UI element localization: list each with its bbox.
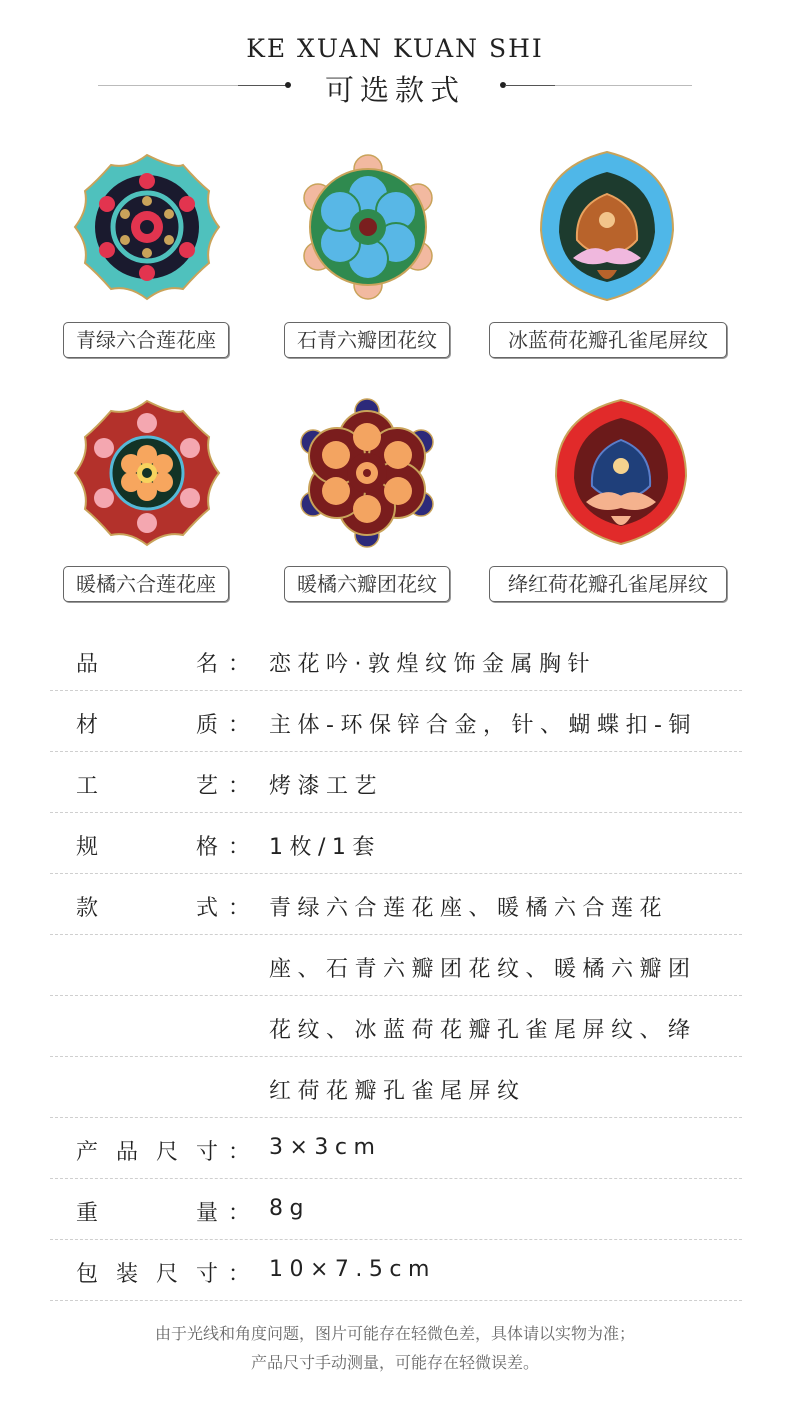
spec-value-craft: 烤漆工艺 [269, 774, 384, 799]
spec-row-weight: 重 量 ： 8g [50, 1179, 742, 1240]
spec-row-size: 产 品 尺 寸 ： 3×3cm [50, 1118, 742, 1179]
spec-row-styles-2 [50, 935, 742, 996]
spec-value-size: 3×3cm [269, 1135, 382, 1160]
spec-row-spec: 规 格 ： 1枚/1套 [50, 813, 742, 874]
product-image-5 [290, 396, 445, 551]
peacock-tail-blue-icon [533, 148, 681, 304]
lotus-seat-teal-icon [72, 152, 222, 302]
product-image-3 [533, 148, 681, 304]
spec-value-package: 10×7.5cm [269, 1257, 436, 1282]
lotus-seat-orange-icon [72, 398, 222, 548]
spec-row-craft: 工 艺 ： 烤漆工艺 [50, 752, 742, 813]
spec-row-material: 材 质 ： 主体-环保锌合金，针、蝴蝶扣-铜 [50, 691, 742, 752]
spec-row-styles-1: 款 式 ： 青绿六合莲花座、暖橘六合莲花 [50, 874, 742, 935]
six-petal-flower-orange-icon [290, 396, 445, 551]
note-measurement: 产品尺寸手动测量，可能存在轻微误差。 [250, 1353, 539, 1372]
product-label-2: 石青六瓣团花纹 [284, 322, 450, 358]
header-line-right-thin [555, 85, 692, 86]
header-title-en: KE XUAN KUAN SHI [246, 34, 544, 63]
spec-row-styles-3 [50, 996, 742, 1057]
header-title-row [0, 66, 790, 106]
product-label-1: 青绿六合莲花座 [63, 322, 229, 358]
product-label-6: 绛红荷花瓣孔雀尾屏纹 [489, 566, 727, 602]
product-label-3: 冰蓝荷花瓣孔雀尾屏纹 [489, 322, 727, 358]
spec-row-name: 品 名 ： 恋花吟·敦煌纹饰金属胸针 [50, 630, 742, 691]
product-image-6 [550, 396, 692, 548]
spec-value-spec: 1枚/1套 [269, 835, 381, 860]
spec-value-name: 恋花吟·敦煌纹饰金属胸针 [269, 652, 596, 677]
product-label-4: 暖橘六合莲花座 [63, 566, 229, 602]
product-image-2 [293, 152, 443, 302]
spec-value-styles-line-1: 青绿六合莲花座、暖橘六合莲花 [269, 896, 669, 921]
spec-value-weight: 8g [269, 1196, 310, 1221]
header-title-cn: 可选款式 [324, 73, 465, 107]
note-color-difference: 由于光线和角度问题，图片可能存在轻微色差，具体请以实物为准； [154, 1324, 635, 1343]
product-image-1 [72, 152, 222, 302]
spec-value-material: 主体-环保锌合金，针、蝴蝶扣-铜 [269, 713, 697, 738]
product-label-5: 暖橘六瓣团花纹 [284, 566, 450, 602]
peacock-tail-red-icon [550, 396, 692, 548]
header-line-right [505, 85, 555, 86]
spec-value-styles-line-4: 红荷花瓣孔雀尾屏纹 [269, 1079, 526, 1104]
spec-row-package: 包 装 尺 寸 ： 10×7.5cm [50, 1240, 742, 1301]
six-petal-flower-green-icon [293, 152, 443, 302]
product-image-4 [72, 398, 222, 548]
spec-value-styles-line-2: 座、石青六瓣团花纹、暖橘六瓣团 [269, 957, 697, 982]
spec-table [50, 630, 742, 1301]
spec-value-styles-line-3: 花纹、冰蓝荷花瓣孔雀尾屏纹、绛 [269, 1018, 697, 1043]
spec-row-styles-4 [50, 1057, 742, 1118]
